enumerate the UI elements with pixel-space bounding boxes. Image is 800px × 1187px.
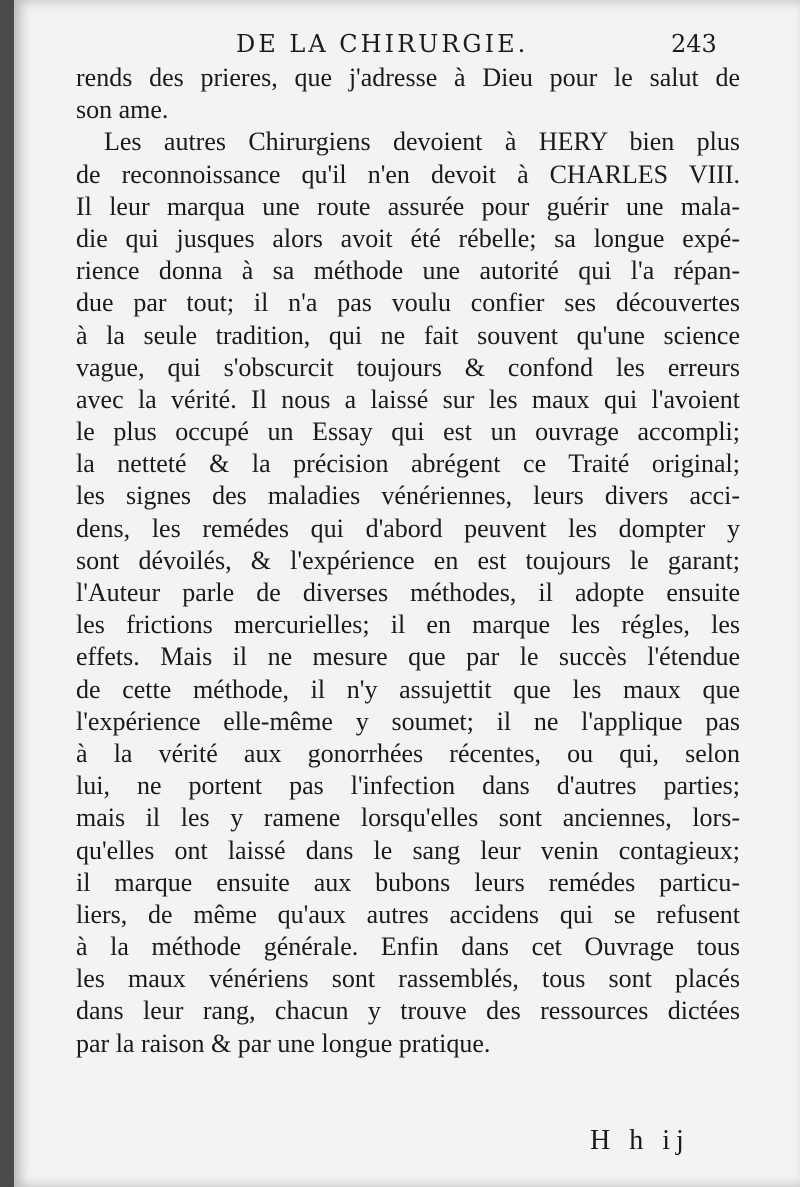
- text-line: les maux vénériens sont rassemblés, tous sont placés: [76, 964, 740, 994]
- text-line: le plus occupé un Essay qui est un ouvrage accompli;: [76, 417, 740, 447]
- text-line: sont dévoilés, & l'expérience en est toujours le garant;: [76, 545, 740, 575]
- paragraph: [76, 126, 740, 1059]
- text-line: il marque ensuite aux bubons leurs remédes particu-: [76, 867, 740, 897]
- text-line: l'Auteur parle de diverses méthodes, il adopte ensuite: [76, 578, 740, 607]
- text-line: Les autres Chirurgiens devoient à HERY bien plus: [104, 127, 740, 157]
- body-text: [76, 62, 740, 1060]
- text-line: par la raison & par une longue pratique.: [76, 1028, 491, 1058]
- text-line: dans leur rang, chacun y trouve des ressources dictées: [76, 996, 740, 1026]
- text-line: les signes des maladies vénériennes, leurs divers acci-: [76, 481, 740, 511]
- paragraph: [76, 62, 740, 126]
- text-line: à la méthode générale. Enfin dans cet Ouvrage tous: [76, 932, 740, 962]
- text-line: vague, qui s'obscurcit toujours & confond les erreurs: [76, 352, 740, 382]
- page-number: 243: [671, 30, 717, 58]
- text-line: mais il les y ramene lorsqu'elles sont anciennes, lors-: [76, 803, 740, 833]
- text-line: les frictions mercurielles; il en marque les régles, les: [76, 610, 740, 640]
- text-line: à la vérité aux gonorrhées récentes, ou qui, selon: [76, 738, 740, 768]
- text-line: due par tout; il n'a pas voulu confier ses découvertes: [76, 288, 740, 318]
- text-line: lui, ne portent pas l'infection dans d'autres parties;: [76, 771, 740, 801]
- running-title: DE LA CHIRURGIE.: [236, 30, 529, 58]
- text-line: effets. Mais il ne mesure que par le succès l'étendue: [76, 642, 740, 672]
- text-line: die qui jusques alors avoit été rébelle; sa longue expé-: [76, 223, 740, 253]
- signature-mark: H h ij: [590, 1125, 690, 1156]
- text-line: dens, les remédes qui d'abord peuvent les dompter y: [76, 513, 740, 543]
- text-line: Il leur marqua une route assurée pour guérir une mala-: [76, 191, 740, 221]
- text-line: avec la vérité. Il nous a laissé sur les maux qui l'avoient: [76, 384, 740, 414]
- text-line: rience donna à sa méthode une autorité qui l'a répan-: [76, 256, 740, 286]
- text-line: à la seule tradition, qui ne fait souvent qu'une science: [76, 320, 740, 350]
- text-line: liers, de même qu'aux autres accidens qui se refusent: [76, 899, 740, 929]
- text-line: la netteté & la précision abrégent ce Traité original;: [76, 449, 740, 479]
- text-line: de cette méthode, il n'y assujettit que les maux que: [76, 674, 740, 704]
- text-line: rends des prieres, que j'adresse à Dieu pour le salut de: [76, 63, 740, 92]
- text-line: l'expérience elle-même y soumet; il ne l'applique pas: [76, 706, 740, 736]
- text-line: de reconnoissance qu'il n'en devoit à CHARLES VIII.: [76, 159, 740, 189]
- running-head: [14, 30, 800, 66]
- text-line: qu'elles ont laissé dans le sang leur venin contagieux;: [76, 835, 740, 865]
- book-page: [14, 0, 800, 1187]
- text-line: son ame.: [76, 95, 169, 125]
